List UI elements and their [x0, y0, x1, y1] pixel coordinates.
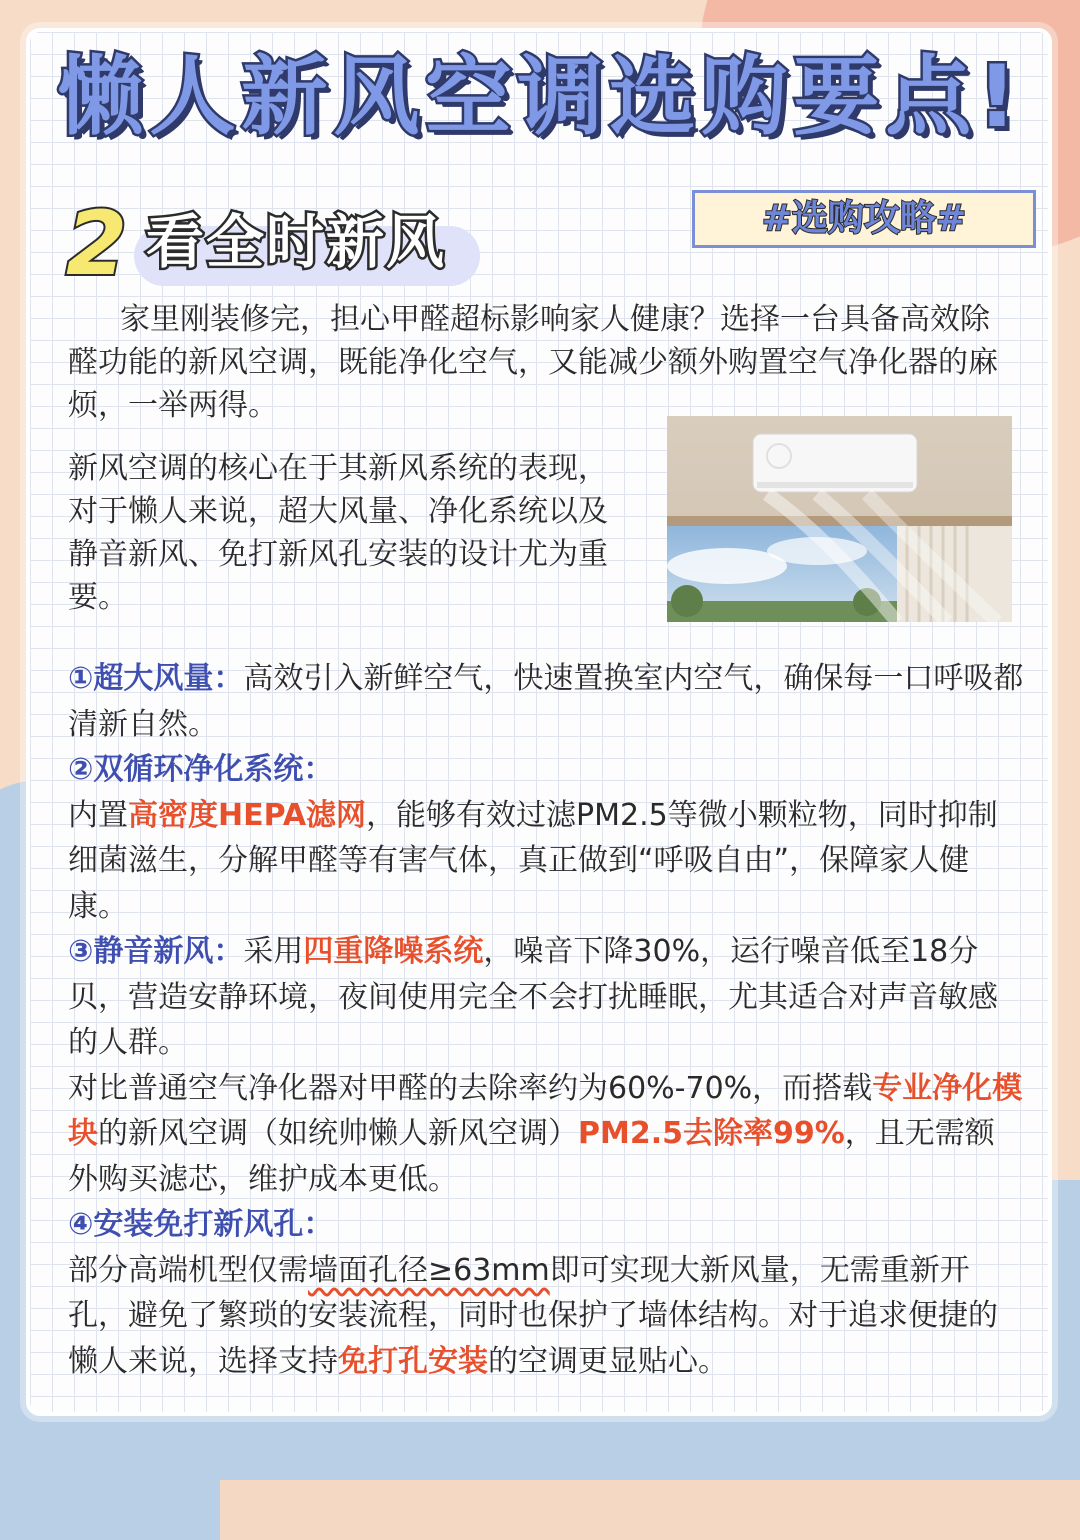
pm25-highlight: PM2.5去除率99%: [578, 1116, 845, 1151]
point-airflow-label: ①超大风量：: [68, 661, 244, 696]
module-highlight: 专业净化模块: [68, 1070, 1023, 1151]
point-purification-text-b: ，能够有效过滤PM2.5等微小颗粒物，同时抑制细菌滋生，分解甲醛等有害气体，真正做到“呼吸自由”，保障家人健康。: [68, 797, 998, 924]
point-silent-text-a: 采用: [243, 934, 304, 969]
point-airflow: [68, 656, 1024, 747]
point-purification-heading: [68, 747, 1024, 793]
point-comparison-text-c: ，且无需额外购买滤芯，维护成本更低。: [68, 1116, 995, 1197]
section-title: 看全时新风: [146, 208, 447, 276]
point-comparison-text-b: 的新风空调（如统帅懒人新风空调）: [98, 1116, 578, 1151]
core-paragraph: 新风空调的核心在于其新风系统的表现，对于懒人来说，超大风量、净化系统以及静音新风、免打新风孔安装的设计尤为重要。: [68, 451, 608, 615]
point-purification: [68, 793, 1024, 930]
page-title: 懒人新风空调选购要点!: [57, 47, 1023, 147]
point-comparison-text-a: 对比普通空气净化器对甲醛的去除率约为60%-70%，而搭载: [68, 1070, 873, 1106]
point-silent-text-b: ，噪音下降30%，运行噪音低至18分贝，营造安静环境，夜间使用完全不会打扰睡眠，尤其适合对声音敏感的人群。: [68, 934, 998, 1060]
noise-reduction-highlight: 四重降噪系统: [303, 934, 484, 969]
point-install-text-a: 部分高端机型仅需: [68, 1252, 308, 1288]
point-install: [68, 1248, 1024, 1385]
point-comparison: [68, 1066, 1024, 1203]
point-purification-text-a: 内置: [68, 797, 128, 833]
point-install-text-c: 的空调更显贴心。: [488, 1343, 728, 1379]
hashtag-badge: #选购攻略#: [692, 190, 1036, 248]
point-install-heading: [68, 1202, 1024, 1248]
point-install-text-b: 即可实现大新风量，无需重新开孔，避免了繁琐的安装流程，同时也保护了墙体结构。对于追求便捷的懒人来说，选择支持: [68, 1252, 998, 1379]
feature-points: [68, 656, 1024, 1384]
point-silent-label: ③静音新风：: [68, 934, 244, 969]
no-drill-highlight: 免打孔安装: [338, 1343, 488, 1379]
point-purification-label: ②双循环净化系统：: [68, 752, 334, 787]
intro-paragraph: 家里刚装修完，担心甲醛超标影响家人健康？选择一台具备高效除醛功能的新风空调，既能净化空气，又能减少额外购置空气净化器的麻烦，一举两得。: [68, 302, 998, 423]
point-silent: [68, 929, 1024, 1066]
point-airflow-text: 高效引入新鲜空气，快速置换室内空气，确保每一口呼吸都清新自然。: [68, 661, 1024, 742]
section-number: 2: [66, 192, 128, 295]
point-install-label: ④安装免打新风孔：: [68, 1207, 334, 1242]
hole-size-underline: 墙面孔径≥63mm: [308, 1252, 550, 1288]
hepa-highlight: 高密度HEPA滤网: [128, 797, 367, 833]
air-conditioner-photo: [667, 416, 1012, 622]
